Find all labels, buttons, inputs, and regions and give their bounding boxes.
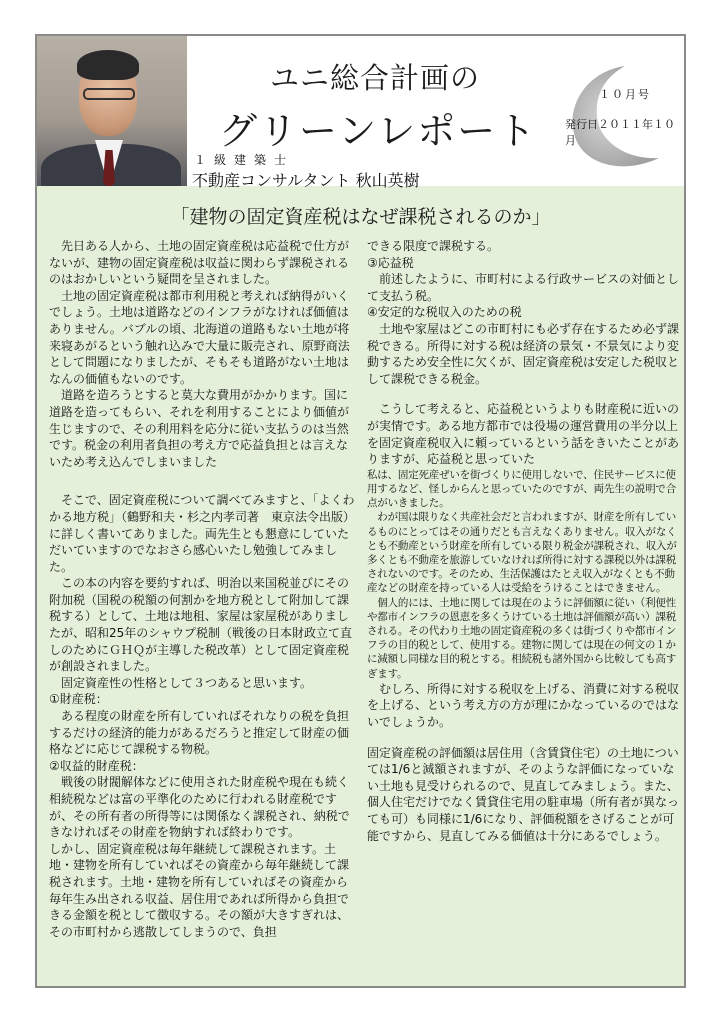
paragraph: この本の内容を要約すれば、明治以来国税並びにその附加税（国税の税額の何割かを地方税として附加して課税する）として、土地は地租、家屋は家屋税がありましたが、昭和25年のシャウプ税制（戦後の日本財政立て直しのためにＧＨＱが主導した税改革）として固定資産税が創設されました。: [49, 576, 353, 674]
author-photo: [37, 36, 187, 186]
author-credential: １級建築士: [194, 153, 295, 167]
paragraph: 前述したように、市町村による行政サービスの対価として支払う税。: [367, 272, 680, 303]
paragraph: ある程度の財産を所有していればそれなりの税を負担するだけの経済的能力があるだろうと推定して財産の価格などに応じて課税する物税。: [49, 709, 350, 757]
paragraph: 戦後の財閥解体などに使用された財産税や現在も続く相続税などは富の平準化のために行われる財産税ですが、その所有者の所得等には関係なく課税され、納税できなければその財産を物納すれば終わりです。: [49, 775, 350, 840]
paragraph: こうして考えると、応益税というよりも財産税に近いのが実情です。ある地方都市では役場の運営費用の半分以上を固定資産税収入に頼っているという話をきいたことがありますが、応益税と思っていた: [367, 402, 680, 467]
list-heading: ④安定的な税収入のための税: [367, 305, 522, 320]
article-right-column: [367, 238, 679, 844]
paragraph: 土地の固定資産税は都市利用税と考えれば納得がいくでしょう。土地は道路などのインフラがなければ価値はありません。バブルの頃、北海道の道路もない土地が将来寝あがるという触れ込みで大量に販売され、原野商法として問題になりましたが、そもそも道路がない土地はなんの価値もないのです。: [49, 288, 350, 386]
list-heading: ①財産税：: [49, 692, 108, 707]
newsletter-title-line1: ユニ総合計画の: [270, 61, 481, 95]
paragraph: できる限度で課税する。: [367, 239, 500, 253]
paragraph: 固定資産性の性格として３つあると思います。: [49, 675, 313, 690]
list-heading: ②収益的財産税：: [49, 758, 144, 773]
newsletter-header: [37, 36, 684, 190]
paragraph: 道路を造ろうとすると莫大な費用がかかります。国に道路を造ってもらい、それを利用することにより価値が生じますので、その利用料を応分に従い支払うのは当然です。税金の利用者負担の考え方で応益負担とは言えないため考え込んでしまいました: [49, 388, 350, 469]
issue-date: 発行日２０１１年１０月: [565, 118, 675, 147]
article-left-column: [49, 238, 359, 940]
paragraph: 個人的には、土地に関しては現在のように評価額に従い（利便性や都市インフラの恩恵を多くうけている土地は評価額が高い）課税される。その代わり土地の固定資産税の多くは街づくりや都市インフラの目的税として、使用する。建物に関しては現在の何文の１かに減額し同様な目的税とする。相続税も諸外国から比較しても高すぎます。: [367, 596, 676, 680]
author-name: 不動産コンサルタント 秋山英樹: [192, 171, 420, 190]
paragraph: しかし、固定資産税は毎年継続して課税されます。土地・建物を所有していればその資産から毎年継続して課税されます。土地・建物を所有していればその資産から毎年生み出される収益、居住用であれば所得から負担できる金額を税として徴収する。その額が大きすぎれは、その市町村から逃散してしまうので、負担: [49, 841, 350, 939]
newsletter-title-line2: グリーンレポート: [219, 109, 538, 153]
paragraph: わが国は限りなく共産社会だと言われますが、財産を所有しているものにとってはその通りだとも言えなくありません。収入がなくとも不動産という財産を所有している限り税金が課税され、収入が多くとも不動産を旅游していなければ所得に対する課税以外は課税されないのです。そのため、生活保護はたとえ収入がなくとも不動産などの財産を持っている人は受給をうけることはできません。: [367, 511, 677, 595]
article-headline: 「建物の固定資産税はなぜ課税されるのか」: [170, 206, 551, 228]
paragraph: そこで、固定資産税について調べてみますと、「よくわかる地方税」（鶴野和夫・杉之内孝司著 東京法令出版）に詳しく書いてありました。両先生とも懇意にしていただいていますのでなおさら感心いたし勉強してみました。: [49, 493, 356, 574]
paragraph: むしろ、所得に対する税収を上げる、消費に対する税収を上げる、という考え方の方が理にかなっているのではないでしょうか。: [367, 681, 680, 729]
paragraph: 先日ある人から、土地の固定資産税は応益税で仕方がないが、建物の固定資産税は収益に関わらず課税されるのはおかしいという疑問を呈されました。: [49, 239, 350, 287]
paragraph: 私は、固定死産ぜいを街づくりに使用しないで、住民サービスに使用するなど、怪しからんと思っていたのですが、両先生の説明で合点がいきました。: [367, 468, 676, 510]
paragraph: 固定資産税の評価額は居住用（含賃貸住宅）の土地については1/6と減額されますが、そのような評価になっていない土地も見受けられるので、見直してみましょう。また、個人住宅だけでなく賃貸住宅用の駐車場（所有者が異なっても可）も同様に1/6になり、評価税額をさげることが可能ですから、見直してみる価値は十分にあるでしょう。: [367, 745, 680, 843]
list-heading: ③応益税: [367, 255, 414, 270]
paragraph: 土地や家屋はどこの市町村にも必ず存在するため必ず課税できる。所得に対する税は経済の景気・不景気により変動するため安全性に欠くが、固定資産税は安定した税収として課税できる税金。: [367, 321, 680, 386]
issue-month: １０月号: [599, 88, 651, 101]
newsletter-frame: [35, 34, 686, 988]
